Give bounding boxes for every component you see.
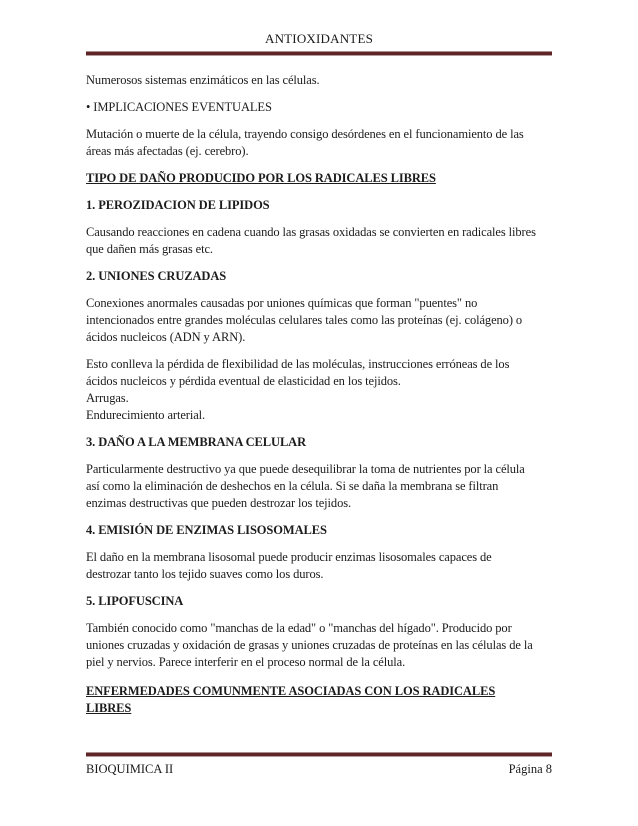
header-rule [86,51,552,56]
heading [86,522,552,539]
text-line: así como la eliminación de deshechos en la célula. Si se daña la membrana se filtran [86,479,499,493]
page-footer [86,752,552,777]
text-line: Conexiones anormales causadas por uniones químicas que forman "puentes" no [86,296,478,310]
paragraph [86,461,552,512]
paragraph [86,126,552,160]
text-line: áreas más afectadas (ej. cerebro). [86,144,249,158]
text-line: destrozar tanto los tejido suaves como los duros. [86,567,324,581]
text-line: Arrugas. [86,391,129,405]
text-line: Particularmente destructivo ya que puede desequilibrar la toma de nutrientes por la célula [86,462,525,476]
heading [86,434,552,451]
heading [86,197,552,214]
page-header [86,30,552,56]
document-title: ANTIOXIDANTES [264,31,374,46]
paragraph [86,72,552,89]
text-line: intencionados entre grandes moléculas celulares tales como las proteínas (ej. colágeno) o [86,313,523,327]
text-line: Esto conlleva la pérdida de flexibilidad de las moléculas, instrucciones erróneas de los [86,357,510,371]
text-line: Numerosos sistemas enzimáticos en las células. [86,73,320,87]
text-line: 1. PEROZIDACION DE LIPIDOS [86,198,270,212]
text-line: Mutación o muerte de la célula, trayendo consigo desórdenes en el funcionamiento de las [86,127,524,141]
footer-rule [86,752,552,757]
text-line: enzimas destructivas que pueden destrozar los tejidos. [86,496,352,510]
text-line: 5. LIPOFUSCINA [86,594,184,608]
paragraph [86,549,552,583]
text-line: TIPO DE DAÑO PRODUCIDO POR LOS RADICALES LIBRES [86,171,436,185]
text-line: Causando reacciones en cadena cuando las grasas oxidadas se convierten en radicales libres [86,225,536,239]
text-line: uniones cruzadas y oxidación de grasas y uniones cruzadas de proteínas en las células de la [86,638,533,652]
underlined-heading [86,683,552,717]
text-line: 2. UNIONES CRUZADAS [86,269,227,283]
footer-row [86,761,552,777]
text-line: ácidos nucleicos y pérdida eventual de elasticidad en los tejidos. [86,374,401,388]
document-body [86,72,552,727]
footer-course-label: BIOQUIMICA II [86,762,174,776]
text-line: 3. DAÑO A LA MEMBRANA CELULAR [86,435,307,449]
text-line: El daño en la membrana lisosomal puede producir enzimas lisosomales capaces de [86,550,492,564]
text-line: También conocido como "manchas de la edad" o "manchas del hígado". Producido por [86,621,512,635]
text-line: piel y nervios. Parece interferir en el proceso normal de la célula. [86,655,406,669]
underlined-heading [86,170,552,187]
paragraph [86,620,552,671]
text-line: 4. EMISIÓN DE ENZIMAS LISOSOMALES [86,523,327,537]
heading [86,268,552,285]
heading [86,593,552,610]
text-line: que dañen más grasas etc. [86,242,213,256]
paragraph [86,224,552,258]
text-line: LIBRES [86,701,132,715]
text-line: • IMPLICACIONES EVENTUALES [86,100,272,114]
footer-page-number: Página 8 [508,762,552,776]
paragraph [86,356,552,424]
text-line: Endurecimiento arterial. [86,408,206,422]
paragraph [86,295,552,346]
paragraph [86,99,552,116]
text-line: ENFERMEDADES COMUNMENTE ASOCIADAS CON LOS RADICALES [86,684,496,698]
text-line: ácidos nucleicos (ADN y ARN). [86,330,246,344]
